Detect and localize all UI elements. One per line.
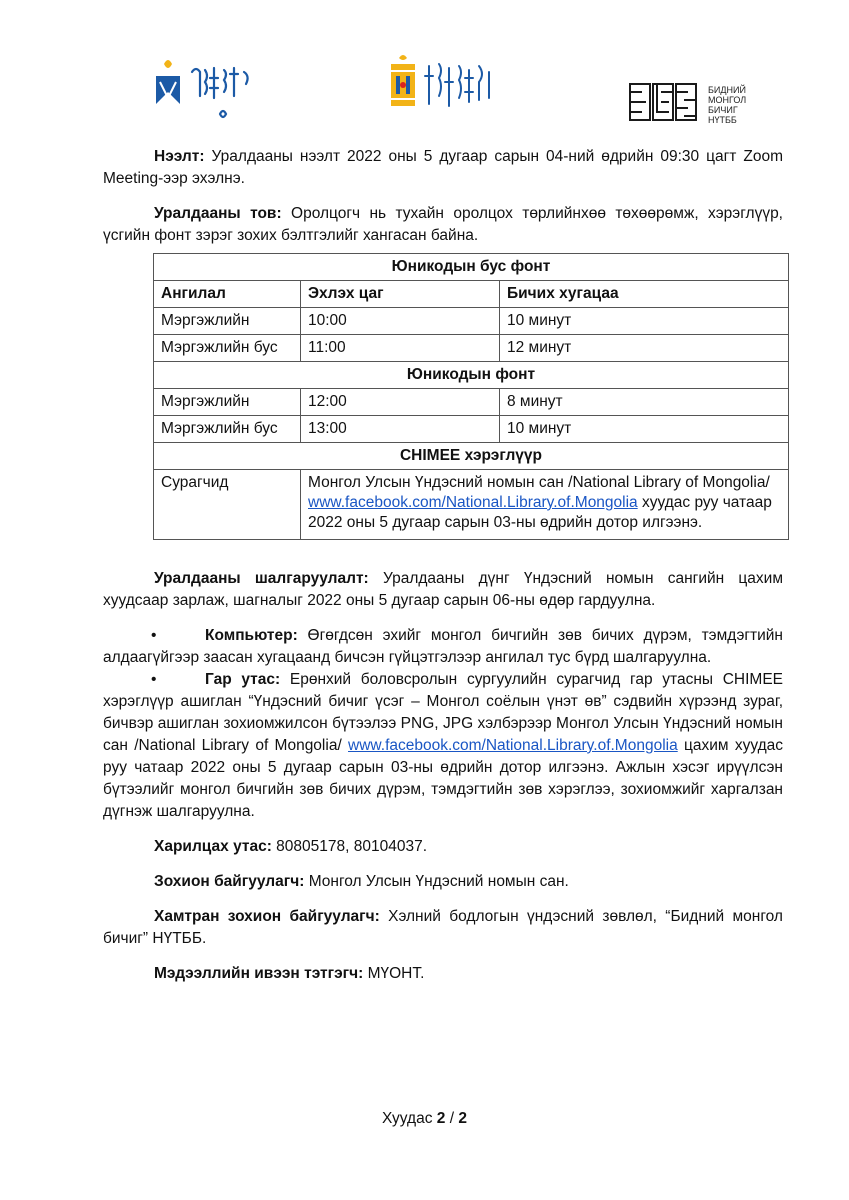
selection-text: Уралдааны дүнг Үндэсний номын сангийн цахим хуудсаар зарлаж, шагналыг 2022 оны 5 дугаар сарын 06-ны өдөр гардуулна.: [103, 570, 783, 609]
table-cell: Мэргэжлийн бус: [154, 416, 301, 443]
page-total: 2: [458, 1110, 467, 1127]
facebook-link[interactable]: www.facebook.com/National.Library.of.Mongolia: [348, 737, 678, 754]
bidnii-mongol-bichig-logo: [628, 82, 698, 122]
opening-text: Уралдааны нээлт 2022 оны 5 дугаар сарын 04-ний өдрийн 09:30 цагт Zoom Meeting-ээр эхэлнэ.: [103, 148, 783, 187]
table-cell: 13:00: [301, 416, 500, 443]
goal-text: Оролцогч нь тухайн оролцох төрлийнхөө төхөөрөмж, хэрэглүүр, үсгийн фонт зэрэг зохих бэлтгэлийг хангасан байна.: [103, 205, 783, 244]
opening-paragraph: [103, 146, 783, 190]
section-non-unicode-font: Юникодын бус фонт: [154, 254, 789, 281]
page-footer: Хуудас 2 / 2: [382, 1110, 467, 1127]
document-body: [103, 146, 783, 998]
contact-label: Харилцах утас:: [154, 838, 272, 855]
computer-label: Компьютер:: [205, 627, 298, 644]
table-cell: Мэргэжлийн: [154, 389, 301, 416]
header-logos: [0, 52, 849, 132]
phone-bullet-paragraph: • Гар утас: Ерөнхий боловсролын сургуулийн сурагчид гар утасны CHIMEE хэрэглүүр ашиглан “Үндэсний бичиг үсэг – Монгол соёлын үнэт өв” сэдвийн хүрээнд зураг, бичвэр ашиглан зохиомжилсон бүтээлээ PNG, JPG хэлбэрээр Монгол Улсын Үндэсний номын сан /National Library of Mongolia/ www.facebook.com/National.Library.of.Mongolia цахим хуудас руу чатаар 2022 оны 5 дугаар сарын 03-ны өдрийн дотор илгээнэ. Ажлын хэсэг ирүүлсэн бүтээлийг монгол бичгийн зөв бичих дүрэм, тэмдэгтийн зөв хэрэглээ, зохиомжийг харгалзан дүгнэж шалгаруулна.: [103, 671, 784, 820]
selection-paragraph: [103, 568, 783, 612]
organizer-paragraph: [103, 871, 783, 893]
table-cell: Сурагчид: [154, 470, 301, 540]
computer-bullet-paragraph: [103, 625, 783, 669]
column-header-start-time: Эхлэх цаг: [301, 281, 500, 308]
phone-label: Гар утас:: [205, 671, 281, 688]
bullet-icon: •: [151, 671, 157, 688]
goal-paragraph: [103, 203, 783, 247]
selection-label: Уралдааны шалгаруулалт:: [154, 570, 369, 587]
organizer-label: Зохион байгуулагч:: [154, 873, 305, 890]
facebook-link[interactable]: www.facebook.com/National.Library.of.Mongolia: [308, 494, 638, 511]
national-library-logo: [150, 52, 260, 127]
contact-paragraph: [103, 836, 783, 858]
opening-label: Нээлт:: [154, 148, 205, 165]
co-organizer-label: Хамтран зохион байгуулагч:: [154, 908, 380, 925]
co-organizer-text: Хэлний бодлогын үндэсний зөвлөл, “Бидний монгол бичиг” НҮТББ.: [103, 908, 783, 947]
contact-text: 80805178, 80104037.: [271, 838, 428, 855]
mongolian-state-emblem: [385, 52, 505, 127]
goal-label: Уралдааны тов:: [154, 205, 282, 222]
table-cell: 10 минут: [500, 416, 789, 443]
table-cell: 11:00: [301, 335, 500, 362]
table-cell: Мэргэжлийн: [154, 308, 301, 335]
bullet-icon: •: [151, 627, 157, 644]
table-row: [154, 389, 789, 416]
table-cell: 10:00: [301, 308, 500, 335]
media-label: Мэдээллийн ивээн тэтгэгч:: [154, 965, 364, 982]
table-row: [154, 335, 789, 362]
bidnii-mongol-bichig-logo-text: БИДНИЙ МОНГОЛ БИЧИГ НҮТББ: [708, 85, 747, 125]
page-number: 2: [436, 1110, 446, 1127]
table-cell-submission: Монгол Улсын Үндэсний номын сан /National Library of Mongolia/ www.facebook.com/National.Library.of.Mongolia хуудас руу чатаар 2022 оны 5 дугаар сарын 03-ны өдрийн дотор илгээнэ.: [301, 470, 789, 540]
media-text: МҮОНТ.: [363, 965, 425, 982]
table-row: [154, 416, 789, 443]
section-chimee-tool: CHIMEE хэрэглүүр: [154, 443, 789, 470]
table-cell: 12 минут: [500, 335, 789, 362]
column-header-duration: Бичих хугацаа: [500, 281, 789, 308]
column-header-category: Ангилал: [154, 281, 301, 308]
table-cell: 12:00: [301, 389, 500, 416]
table-cell: 10 минут: [500, 308, 789, 335]
computer-text: Өгөгдсөн эхийг монгол бичгийн зөв бичих дүрэм, тэмдэгтийн алдаагүйгээр заасан хугацаанд бичсэн гүйцэтгэлээр ангилал тус бүрд шалгаруулна.: [103, 627, 783, 666]
media-paragraph: [103, 963, 783, 985]
table-row: [154, 308, 789, 335]
co-organizer-paragraph: [103, 906, 783, 950]
section-unicode-font: Юникодын фонт: [154, 362, 789, 389]
table-row: [154, 470, 789, 540]
organizer-text: Монгол Улсын Үндэсний номын сан.: [304, 873, 569, 890]
table-cell: Мэргэжлийн бус: [154, 335, 301, 362]
table-cell: 8 минут: [500, 389, 789, 416]
schedule-table: [153, 253, 789, 540]
